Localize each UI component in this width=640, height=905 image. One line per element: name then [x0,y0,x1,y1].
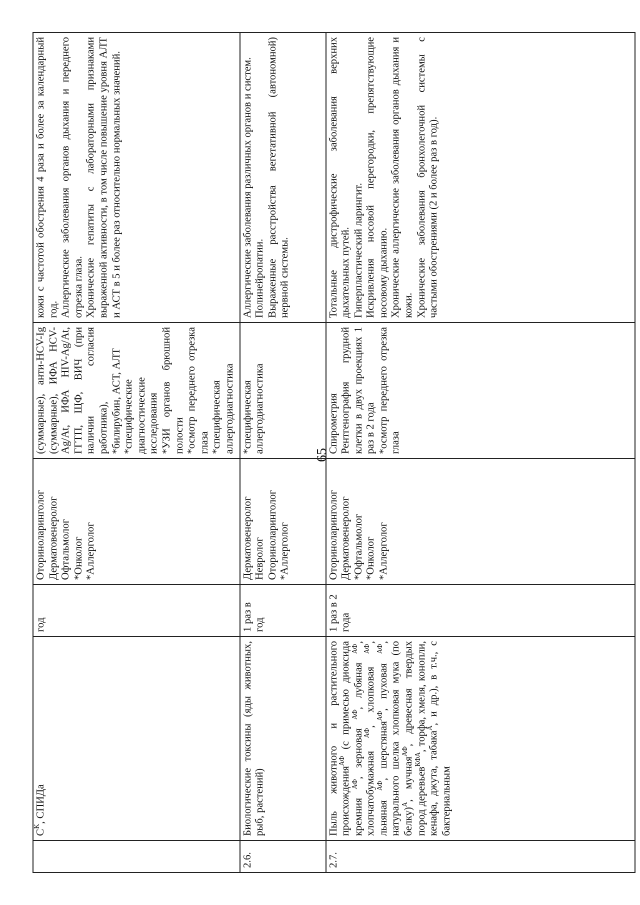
contraindication-item: Тотальные дистрофические заболевания верхних дыхательных путей. [328,36,352,318]
study-item: *осмотр переднего отрезка глаза [378,326,402,454]
contraindications-cell [240,32,326,322]
specialist-item: Оториноларинголог [328,489,339,580]
rotated-page [33,33,608,873]
contraindication-item: Аллергические заболевания различных органов и систем. [242,56,253,318]
factor-cell: Пыль животного и растительного происхождения$^{АФ}$ (с примесью диоксида кремния $^{АФ}$, зерновая $^{АФ}$, лубяная $^{АФ}$, хлопчатобумажная $^{АФ}$, хлопковая $^{АФ}$, льняная $^{АФ}$, шерстяная$^{АФ}$, пуховая $^{АФ}$, натурального шелка хлопковая мука (по белку)$^А$, мучная$^{АФ}$, древесная твердых пород деревьев$^{КФА}$, торфа, хмеля, конопли, кенафа, джута, табака$^А$, и др.), в т.ч., с бактериальным [326,636,635,840]
periodicity-cell: 1 раз в 2 года [326,584,635,636]
study-item: *билирубин, АСТ, АЛТ [111,347,123,454]
contraindications-cell [33,32,240,322]
specialist-item: *Аллерголог [279,521,291,580]
hazard-table [33,32,636,873]
studies-cell [33,322,240,458]
table-row [326,32,635,872]
study-item: *специфическая аллергодиагностика [242,363,266,454]
row-number-cell [33,840,240,872]
study-item: Спирометрия [328,392,339,454]
page-number: 65 [315,448,330,462]
contraindication-item: кожи с частотой обострения 4 раза и более за календарный год. [35,36,60,318]
specialist-item: *Офтальмолог [353,513,365,580]
specialist-item: Оториноларинголог [35,489,47,580]
specialist-item: *Аллерголог [378,521,390,580]
contraindication-item: Хронические заболевания бронхолегочной системы с частыми обострениями (2 и более раз в год). [416,36,440,318]
specialist-item: Дерматовенеролог [48,496,60,580]
periodicity-cell: год [33,584,240,636]
specialist-item: *Аллерголог [85,521,97,580]
specialist-item: Невролог [254,536,266,580]
study-item: *специфические диагностические исследования [123,376,160,454]
study-item: (суммарные), анти-HCV-Ig (суммарные), ИФА HCV-Ag/At, ИФА HIV-Ag/At, ГГТП, ЩФ, ВИЧ (при наличии согласия работника), [35,326,110,454]
specialist-item: Дерматовенеролог [242,496,253,580]
studies-cell [240,322,326,458]
table-row [240,32,326,872]
study-item: *специфическая аллергодиагностика [211,363,236,454]
specialist-item: *Онколог [365,536,377,580]
specialist-item: Офтальмолог [60,518,72,580]
contraindication-item: Аллергические заболевания органов дыхания и переднего отрезка глаза. [60,36,85,318]
contraindication-item: Гиперпластический ларингит. [353,182,365,318]
contraindications-cell [326,32,635,322]
table-row [33,32,240,872]
row-number-cell: 2.7. [326,840,635,872]
row-number-cell: 2.6. [240,840,326,872]
factor-cell: Биологические токсины (яды животных, рыб, растений) [240,636,326,840]
study-item: *осмотр переднего отрезка глаза [186,326,211,454]
contraindication-item: Хронические гепатиты с лабораторными признаками выраженной активности, в том числе повышение уровня АЛТ и АСТ в 5 и более раз относительно нормальных значений. [85,36,123,318]
contraindication-item: Выраженные расстройства вегетативной (автономной) нервной системы. [267,36,291,318]
specialists-cell [240,458,326,584]
contraindication-item: Хронические аллергические заболевания органов дыхания и кожи. [390,36,415,318]
study-item: Рентгенография грудной клетки в двух проекциях 1 раз в 2 года [340,326,377,454]
specialists-cell [326,458,635,584]
study-item: *УЗИ органов брюшной полости [161,326,186,454]
contraindication-item: Искривления носовой перегородки, препятствующие носовому дыханию. [365,36,390,318]
specialist-item: *Онколог [73,536,85,580]
specialist-item: Дерматовенеролог [340,496,352,580]
contraindication-item: Полинейропатии. [254,238,266,318]
specialists-cell [33,458,240,584]
factor-cell: $C^K$, СПИДа [33,636,240,840]
periodicity-cell: 1 раз в год [240,584,326,636]
studies-cell [326,322,635,458]
specialist-item: Оториноларинголог [267,489,279,580]
